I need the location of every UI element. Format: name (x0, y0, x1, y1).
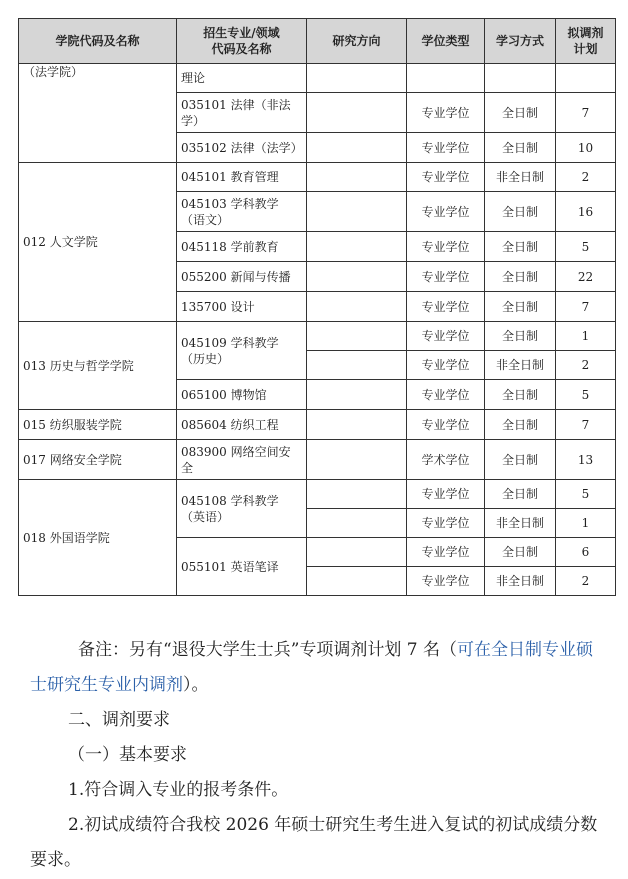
degree-type-cell: 专业学位 (407, 410, 485, 440)
plan-cell: 7 (556, 292, 616, 322)
header-college: 学院代码及名称 (19, 19, 177, 64)
direction-cell (307, 538, 407, 567)
plan-cell: 1 (556, 322, 616, 351)
study-mode-cell: 全日制 (485, 322, 556, 351)
header-degree-type: 学位类型 (407, 19, 485, 64)
remark-text: 备注：另有“退役大学生士兵”专项调剂计划 7 名（ (78, 640, 458, 660)
major-cell: 085604 纺织工程 (177, 410, 307, 440)
major-cell: 083900 网络空间安全 (177, 440, 307, 480)
major-cell: 理论 (177, 64, 307, 93)
study-mode-cell: 全日制 (485, 292, 556, 322)
plan-cell: 5 (556, 480, 616, 509)
degree-type-cell: 专业学位 (407, 192, 485, 232)
study-mode-cell: 全日制 (485, 262, 556, 292)
requirement-2: 2.初试成绩符合我校 2026 年硕士研究生考生进入复试的初试成绩分数要求。 (30, 815, 598, 870)
table-header-row (19, 19, 616, 64)
direction-cell (307, 567, 407, 596)
major-cell: 035101 法律（非法学） (177, 93, 307, 133)
major-cell: 045108 学科教学（英语） (177, 480, 307, 538)
plan-cell: 6 (556, 538, 616, 567)
major-cell: 055101 英语笔译 (177, 538, 307, 596)
college-cell: 015 纺织服装学院 (19, 410, 177, 440)
header-direction: 研究方向 (307, 19, 407, 64)
direction-cell (307, 163, 407, 192)
table-row (19, 64, 616, 93)
plan-cell: 7 (556, 93, 616, 133)
plan-cell: 2 (556, 163, 616, 192)
plan-cell: 7 (556, 410, 616, 440)
study-mode-cell: 全日制 (485, 440, 556, 480)
plan-cell: 2 (556, 567, 616, 596)
requirement-1: 1.符合调入专业的报考条件。 (68, 780, 289, 800)
plan-cell: 13 (556, 440, 616, 480)
study-mode-cell: 全日制 (485, 410, 556, 440)
degree-type-cell: 专业学位 (407, 133, 485, 163)
study-mode-cell (485, 64, 556, 93)
table-row (19, 410, 616, 440)
degree-type-cell: 专业学位 (407, 538, 485, 567)
header-major: 招生专业/领域 代码及名称 (177, 19, 307, 64)
direction-cell (307, 93, 407, 133)
adjustment-table (18, 18, 616, 596)
direction-cell (307, 64, 407, 93)
table-row (19, 480, 616, 509)
college-cell: 017 网络安全学院 (19, 440, 177, 480)
study-mode-cell: 全日制 (485, 380, 556, 410)
plan-cell: 5 (556, 232, 616, 262)
plan-cell: 10 (556, 133, 616, 163)
degree-type-cell: 学术学位 (407, 440, 485, 480)
degree-type-cell: 专业学位 (407, 567, 485, 596)
direction-cell (307, 232, 407, 262)
study-mode-cell: 全日制 (485, 480, 556, 509)
college-cell: 012 人文学院 (19, 163, 177, 322)
direction-cell (307, 322, 407, 351)
study-mode-cell: 全日制 (485, 93, 556, 133)
plan-cell: 1 (556, 509, 616, 538)
major-cell: 065100 博物馆 (177, 380, 307, 410)
plan-cell: 5 (556, 380, 616, 410)
remark-paragraph (30, 633, 608, 703)
degree-type-cell: 专业学位 (407, 322, 485, 351)
degree-type-cell: 专业学位 (407, 262, 485, 292)
degree-type-cell: 专业学位 (407, 480, 485, 509)
study-mode-cell: 非全日制 (485, 509, 556, 538)
direction-cell (307, 410, 407, 440)
plan-cell: 16 (556, 192, 616, 232)
study-mode-cell: 非全日制 (485, 567, 556, 596)
plan-cell: 2 (556, 351, 616, 380)
study-mode-cell: 全日制 (485, 232, 556, 262)
study-mode-cell: 非全日制 (485, 351, 556, 380)
table-row (19, 163, 616, 192)
study-mode-cell: 全日制 (485, 192, 556, 232)
degree-type-cell: 专业学位 (407, 351, 485, 380)
notes-section (30, 633, 608, 878)
college-cell: 018 外国语学院 (19, 480, 177, 596)
header-study-mode: 学习方式 (485, 19, 556, 64)
degree-type-cell: 专业学位 (407, 380, 485, 410)
direction-cell (307, 292, 407, 322)
section-heading: 二、调剂要求 (68, 710, 170, 730)
direction-cell (307, 192, 407, 232)
major-cell: 045109 学科教学（历史） (177, 322, 307, 380)
direction-cell (307, 380, 407, 410)
plan-cell (556, 64, 616, 93)
remark-suffix: ）。 (183, 675, 209, 695)
college-cell: （法学院） (19, 64, 177, 163)
direction-cell (307, 262, 407, 292)
remark-link[interactable]: 可在全日制专业硕士研究生专业内调剂 (30, 640, 594, 695)
major-cell: 045101 教育管理 (177, 163, 307, 192)
degree-type-cell: 专业学位 (407, 163, 485, 192)
subsection-heading: （一）基本要求 (68, 745, 187, 765)
major-cell: 135700 设计 (177, 292, 307, 322)
major-cell: 055200 新闻与传播 (177, 262, 307, 292)
direction-cell (307, 480, 407, 509)
major-cell: 035102 法律（法学） (177, 133, 307, 163)
study-mode-cell: 非全日制 (485, 163, 556, 192)
table-row (19, 440, 616, 480)
degree-type-cell: 专业学位 (407, 292, 485, 322)
degree-type-cell (407, 64, 485, 93)
major-cell: 045118 学前教育 (177, 232, 307, 262)
degree-type-cell: 专业学位 (407, 232, 485, 262)
study-mode-cell: 全日制 (485, 133, 556, 163)
direction-cell (307, 440, 407, 480)
direction-cell (307, 351, 407, 380)
header-plan: 拟调剂 计划 (556, 19, 616, 64)
degree-type-cell: 专业学位 (407, 93, 485, 133)
college-cell: 013 历史与哲学学院 (19, 322, 177, 410)
direction-cell (307, 509, 407, 538)
study-mode-cell: 全日制 (485, 538, 556, 567)
major-cell: 045103 学科教学（语文） (177, 192, 307, 232)
direction-cell (307, 133, 407, 163)
table-row (19, 322, 616, 351)
degree-type-cell: 专业学位 (407, 509, 485, 538)
plan-cell: 22 (556, 262, 616, 292)
